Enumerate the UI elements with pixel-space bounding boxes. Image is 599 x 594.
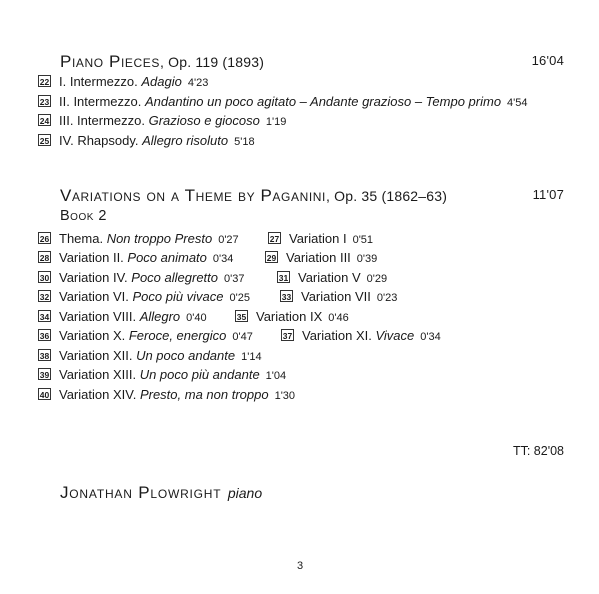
track-entry bbox=[268, 230, 373, 249]
track-tempo: Adagio bbox=[141, 74, 182, 89]
track-time: 1'19 bbox=[265, 116, 287, 128]
track-name: III. Intermezzo. bbox=[59, 113, 149, 128]
track-tempo: Feroce, energico bbox=[128, 328, 227, 343]
track-row bbox=[38, 249, 378, 267]
track-name: Variation III bbox=[286, 250, 351, 265]
track-tempo: Un poco andante bbox=[136, 348, 236, 363]
track-name: Variation VIII. bbox=[59, 309, 140, 324]
track-number: 23 bbox=[39, 97, 50, 107]
track-row bbox=[38, 308, 349, 326]
page-number: 3 bbox=[297, 560, 304, 572]
track-tempo: Grazioso e giocoso bbox=[148, 113, 260, 128]
track-time: 0'27 bbox=[218, 234, 239, 246]
work-opus: , Op. 119 (1893) bbox=[159, 54, 265, 70]
track-row bbox=[38, 112, 286, 130]
track-number: 26 bbox=[39, 234, 50, 244]
track-time: 0'51 bbox=[352, 234, 374, 246]
track-number: 32 bbox=[39, 292, 50, 302]
track-tempo: Poco più vivace bbox=[132, 289, 224, 304]
work-duration: 11'07 bbox=[532, 187, 564, 202]
track-row bbox=[38, 327, 441, 345]
track-number: 40 bbox=[39, 390, 50, 400]
track-number: 29 bbox=[266, 253, 277, 263]
track-name: Variation V bbox=[298, 270, 361, 285]
track-tempo: Non troppo Presto bbox=[106, 231, 213, 246]
track-time: 1'04 bbox=[265, 370, 287, 382]
track-number: 37 bbox=[282, 331, 293, 341]
track-name: Variation VII bbox=[301, 289, 371, 304]
track-name: IV. Rhapsody. bbox=[59, 133, 143, 148]
track-row bbox=[38, 73, 208, 91]
work-opus: , Op. 35 (1862–63) bbox=[325, 188, 448, 204]
track-row bbox=[38, 93, 528, 111]
track-time: 1'30 bbox=[274, 390, 296, 402]
track-number: 27 bbox=[269, 234, 280, 244]
track-number: 35 bbox=[236, 312, 247, 322]
track-number: 33 bbox=[281, 292, 292, 302]
track-entry bbox=[277, 269, 387, 288]
track-row bbox=[38, 132, 255, 150]
track-row bbox=[38, 288, 398, 306]
track-time: 0'39 bbox=[356, 253, 378, 265]
track-name: Variation I bbox=[289, 231, 347, 246]
track-name: Variation XIV. bbox=[59, 387, 140, 402]
track-time: 0'37 bbox=[224, 273, 245, 285]
track-name: Variation IV. bbox=[59, 270, 132, 285]
track-entry bbox=[280, 288, 397, 307]
track-number: 31 bbox=[278, 273, 289, 283]
track-name: Variation VI. bbox=[59, 289, 133, 304]
paganini-variations-heading bbox=[60, 186, 564, 206]
track-name: Variation XI. bbox=[302, 328, 376, 343]
work-title: Piano Pieces bbox=[60, 52, 160, 71]
track-time: 0'34 bbox=[420, 331, 441, 343]
track-name: Variation X. bbox=[59, 328, 129, 343]
track-number: 38 bbox=[39, 351, 50, 361]
track-time: 0'29 bbox=[366, 273, 388, 285]
track-number: 34 bbox=[39, 312, 50, 322]
track-time: 0'47 bbox=[232, 331, 253, 343]
track-time: 5'18 bbox=[234, 136, 255, 148]
track-time: 0'34 bbox=[212, 253, 234, 265]
track-row bbox=[38, 366, 286, 384]
track-row bbox=[38, 347, 262, 365]
track-tempo: Presto, ma non troppo bbox=[139, 387, 269, 402]
track-time: 0'23 bbox=[376, 292, 398, 304]
track-time: 4'54 bbox=[507, 97, 528, 109]
track-name: Variation XIII. bbox=[59, 367, 140, 382]
track-number: 22 bbox=[39, 77, 50, 87]
performer-name: Jonathan Plowright bbox=[60, 483, 222, 502]
track-name: II. Intermezzo. bbox=[59, 94, 145, 109]
track-tempo: Allegro bbox=[139, 309, 181, 324]
track-tempo: Un poco più andante bbox=[139, 367, 260, 382]
track-name: I. Intermezzo. bbox=[59, 74, 142, 89]
track-number: 25 bbox=[39, 136, 50, 146]
track-name: Variation IX bbox=[256, 309, 323, 324]
track-tempo: Allegro risoluto bbox=[142, 133, 229, 148]
track-name: Thema. bbox=[59, 231, 107, 246]
track-time: 0'25 bbox=[229, 292, 250, 304]
track-number: 30 bbox=[39, 273, 50, 283]
track-time: 0'40 bbox=[186, 312, 207, 324]
track-number: 24 bbox=[39, 116, 50, 126]
track-entry bbox=[235, 308, 349, 327]
track-number: 36 bbox=[39, 331, 50, 341]
track-name: Variation II. bbox=[59, 250, 128, 265]
track-tempo: Andantino un poco agitato – Andante grazioso – Tempo primo bbox=[144, 94, 502, 109]
work-title: Variations on a Theme by Paganini bbox=[60, 186, 326, 205]
total-time: TT: 82'08 bbox=[512, 444, 564, 458]
track-tempo: Poco animato bbox=[127, 250, 207, 265]
work-duration: 16'04 bbox=[531, 53, 564, 68]
performer-instrument: piano bbox=[227, 485, 263, 501]
track-time: 4'23 bbox=[187, 77, 209, 89]
track-row bbox=[38, 230, 374, 248]
track-time: 0'46 bbox=[328, 312, 349, 324]
track-number: 39 bbox=[39, 370, 50, 380]
book-subtitle: Book 2 bbox=[60, 208, 107, 224]
track-tempo: Poco allegretto bbox=[131, 270, 219, 285]
track-number: 28 bbox=[39, 253, 50, 263]
track-row bbox=[38, 269, 388, 287]
track-entry bbox=[281, 327, 441, 346]
track-name: Variation XII. bbox=[59, 348, 137, 363]
piano-pieces-heading bbox=[60, 52, 564, 72]
track-entry bbox=[265, 249, 377, 268]
performer-credit bbox=[60, 483, 262, 503]
track-tempo: Vivace bbox=[375, 328, 415, 343]
track-row bbox=[38, 386, 295, 404]
track-time: 1'14 bbox=[241, 351, 262, 363]
